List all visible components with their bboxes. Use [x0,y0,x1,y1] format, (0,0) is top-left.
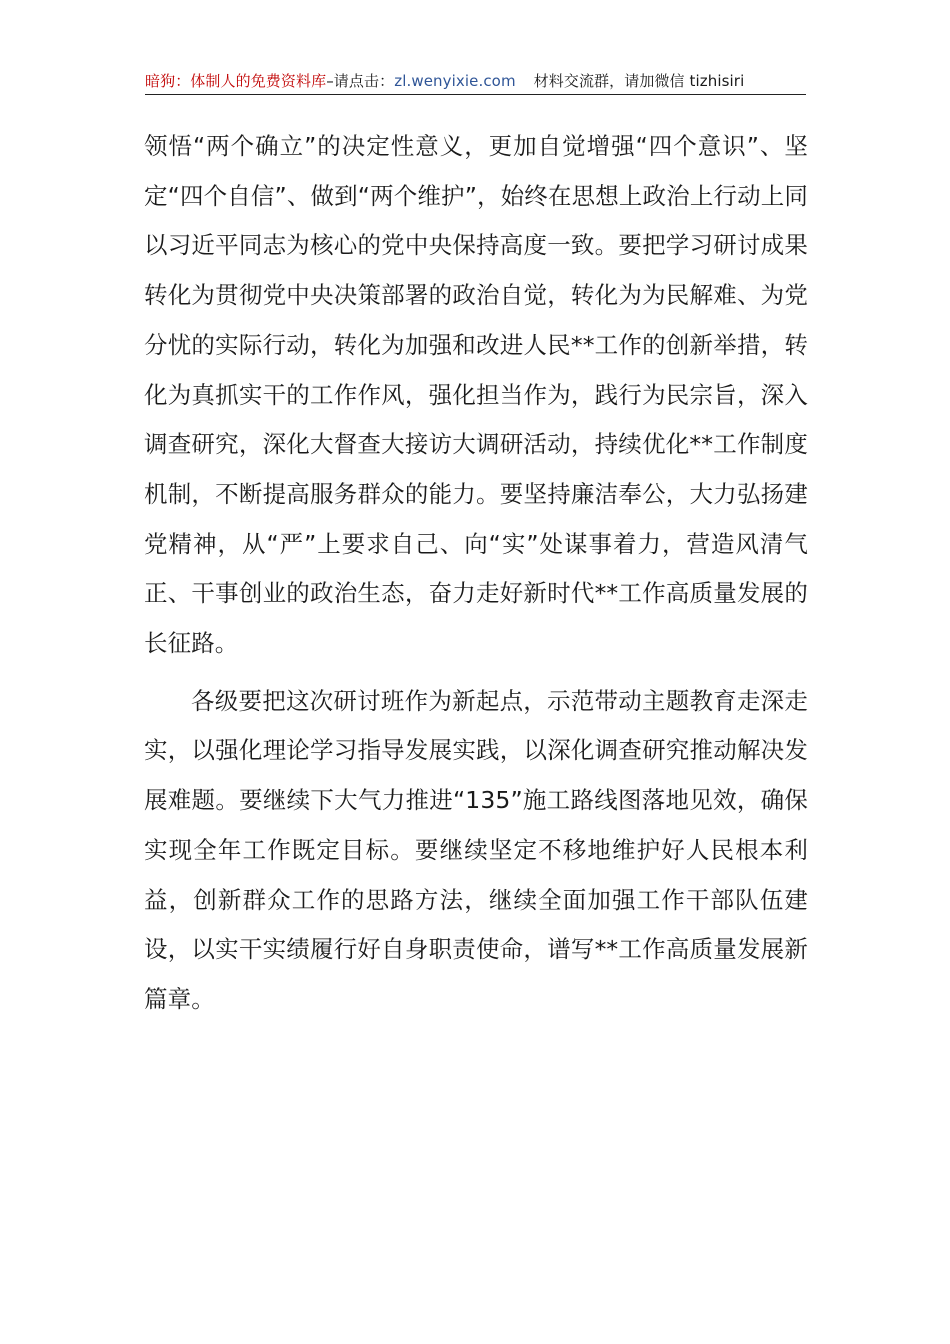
document-body [144,122,808,1025]
header-cta-text: –请点击： [326,72,395,90]
body-paragraph-2: 各级要把这次研讨班作为新起点，示范带动主题教育走深走实，以强化理论学习指导发展实践，以深化调查研究推动解决发展难题。要继续下大气力推进“135”施工路线图落地见效，确保实现全年工作既定目标。要继续坚定不移地维护好人民根本利益，创新群众工作的思路方法，继续全面加强工作干部队伍建设，以实干实绩履行好自身职责使命，谱写**工作高质量发展新篇章。 [144,686,808,1013]
header-website-link[interactable]: zl.wenyixie.com [394,72,516,90]
page-header [145,70,806,94]
header-divider [145,94,806,95]
body-paragraph-1: 领悟“两个确立”的决定性意义，更加自觉增强“四个意识”、坚定“四个自信”、做到“两个维护”，始终在思想上政治上行动上同以习近平同志为核心的党中央保持高度一致。要把学习研讨成果转化为贯彻党中央决策部署的政治自觉，转化为为民解难、为党分忧的实际行动，转化为加强和改进人民**工作的创新举措，转化为真抓实干的工作作风，强化担当作为，践行为民宗旨，深入调查研究，深化大督查大接访大调研活动，持续优化**工作制度机制，不断提高服务群众的能力。要坚持廉洁奉公，大力弘扬建党精神，从“严”上要求自己、向“实”处谋事着力，营造风清气正、干事创业的政治生态，奋力走好新时代**工作高质量发展的长征路。 [144,132,808,658]
header-brand-text: 暗狗：体制人的免费资料库 [145,72,327,90]
header-wechat-text: 材料交流群，请加微信 tizhisiri [533,72,745,90]
